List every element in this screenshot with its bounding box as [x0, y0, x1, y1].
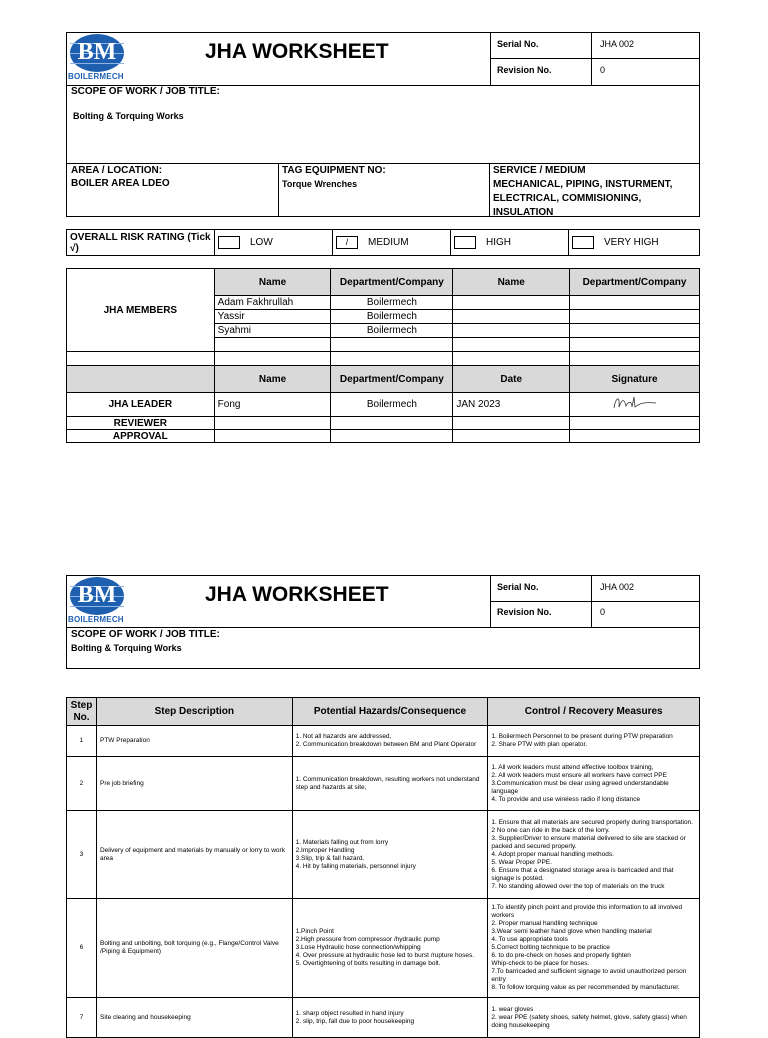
signature-image: [610, 393, 660, 413]
step-no: 2: [67, 757, 97, 811]
table-row: [67, 352, 700, 366]
risk-option-medium[interactable]: / MEDIUM: [333, 230, 451, 256]
leader-label: JHA LEADER: [67, 393, 215, 417]
step-no: 7: [67, 998, 97, 1038]
member-dept: Boilermech: [331, 310, 453, 324]
boilermech-logo: [68, 34, 128, 82]
member-name: Adam Fakhrullah: [214, 296, 331, 310]
member-dept: Boilermech: [331, 296, 453, 310]
checkbox-medium[interactable]: /: [336, 236, 358, 249]
leader-header-name: Name: [214, 366, 331, 393]
step-hazards: 1. Communication breakdown, resulting workers not understand step and hazards at site,: [292, 757, 488, 811]
logo-wordmark: BOILERMECH: [68, 615, 124, 624]
reviewer-label: REVIEWER: [67, 417, 215, 430]
header-department: Department/Company: [331, 269, 453, 296]
checkbox-high[interactable]: [454, 236, 476, 249]
header-step-description: Step Description: [96, 698, 292, 726]
step-controls: 1.To identify pinch point and provide this information to all involved workers 2. Proper manual handling technique 3.Wear semi leather hand glove when handling material 4. To use appropriate tools 5.Correct bolting technique to be practice 6. to do pre-check on hoses and properly tighten Whip-check to be place for hoses. 7.To barricaded and sufficient signage to avoid unauthorized person entry 8. To follow torquing value as per recommended by manufacturer.: [488, 899, 700, 998]
table-row: [67, 899, 700, 998]
step-no: 1: [67, 726, 97, 757]
header-department-2: Department/Company: [570, 269, 700, 296]
revision-value: 0: [600, 607, 606, 617]
header-name-2: Name: [453, 269, 570, 296]
header-step-no: Step No.: [67, 698, 97, 726]
logo-wordmark: BOILERMECH: [68, 72, 124, 81]
leader-header-signature: Signature: [570, 366, 700, 393]
step-controls: 1. Boilermech Personnel to be present during PTW preparation 2. Share PTW with plan operator.: [488, 726, 700, 757]
step-hazards: 1. Not all hazards are addressed, 2. Communication breakdown between BM and Plant Operator: [292, 726, 488, 757]
scope-value: Bolting & Torquing Works: [73, 111, 184, 121]
step-hazards: 1. sharp object resulted in hand injury 2. slip, trip, fall due to poor housekeeping: [292, 998, 488, 1038]
revision-label: Revision No.: [497, 607, 552, 617]
step-desc: Site clearing and housekeeping: [96, 998, 292, 1038]
leader-date: JAN 2023: [453, 393, 570, 417]
page-title: JHA WORKSHEET: [205, 40, 389, 63]
member-name: Syahmi: [214, 324, 331, 338]
step-desc: Pre job briefing: [96, 757, 292, 811]
step-hazards: 1. Materials falling out from lorry 2.Improper Handling 3.Slip, trip & fall hazard. 4. Hit by falling materials, personnel injury: [292, 811, 488, 899]
step-controls: 1. All work leaders must attend effective toolbox training, 2. All work leaders must ensure all workers have correct PPE 3.Communication must be clear using agreed understandable language 4. To provide and use wireless radio if long distance: [488, 757, 700, 811]
step-controls: 1. Ensure that all materials are secured properly during transportation. 2 No one can ride in the back of the lorry. 3. Supplier/Driver to ensure material delivered to site are stacked or packed and secured properly. 4. Adopt proper manual handling methods. 5. Wear Proper PPE. 6. Ensure that a designated storage area is barricaded and that signage is posted. 7. No standing allowed over the top of materials on the truck: [488, 811, 700, 899]
service-label: SERVICE / MEDIUM: [493, 165, 586, 176]
member-dept: Boilermech: [331, 324, 453, 338]
serial-revision-block-2: [490, 575, 700, 628]
revision-value: 0: [600, 65, 606, 75]
leader-dept: Boilermech: [331, 393, 453, 417]
leader-header-department: Department/Company: [331, 366, 453, 393]
scope-label-2: SCOPE OF WORK / JOB TITLE:: [71, 629, 220, 640]
table-row: [67, 998, 700, 1038]
step-no: 3: [67, 811, 97, 899]
approval-label: APPROVAL: [67, 430, 215, 443]
risk-option-low[interactable]: LOW: [215, 230, 333, 256]
tag-value: Torque Wrenches: [282, 179, 358, 189]
service-value: MECHANICAL, PIPING, INSTURMENT, ELECTRICAL, COMMISIONING, INSULATION: [493, 179, 673, 218]
revision-label: Revision No.: [497, 65, 552, 75]
risk-label: OVERALL RISK RATING (Tick √): [67, 230, 215, 256]
serial-label: Serial No.: [497, 39, 539, 49]
leader-name: Fong: [214, 393, 331, 417]
serial-value: JHA 002: [600, 582, 635, 592]
table-row: [67, 726, 700, 757]
table-row: [67, 811, 700, 899]
leader-header-date: Date: [453, 366, 570, 393]
step-controls: 1. wear gloves 2. wear PPE (safety shoes, safety helmet, glove, safety glass) when doing housekeeping: [488, 998, 700, 1038]
step-desc: Delivery of equipment and materials by manually or lorry to work area: [96, 811, 292, 899]
checkbox-very-high[interactable]: [572, 236, 594, 249]
risk-rating-table: [66, 229, 700, 256]
header-hazards: Potential Hazards/Consequence: [292, 698, 488, 726]
step-no: 6: [67, 899, 97, 998]
table-row: [67, 757, 700, 811]
jha-members-label: JHA MEMBERS: [67, 269, 215, 352]
header-name: Name: [214, 269, 331, 296]
scope-value-2: Bolting & Torquing Works: [71, 643, 182, 653]
serial-revision-block: [490, 32, 700, 86]
step-hazards: 1.Pinch Point 2.High pressure from compressor /hydraulic pump 3.Lose Hydraulic hose connection/whipping 4. Over pressure at hydraulic hose led to burst /rupture hoses. 5. Overtightening of bolts resulting in damage bolt.: [292, 899, 488, 998]
tag-label: TAG EQUIPMENT NO:: [282, 165, 386, 176]
signature-cell: [570, 393, 700, 417]
area-value: BOILER AREA LDEO: [71, 178, 170, 189]
step-desc: PTW Preparation: [96, 726, 292, 757]
scope-label: SCOPE OF WORK / JOB TITLE:: [71, 86, 220, 97]
risk-option-very-high[interactable]: VERY HIGH: [569, 230, 700, 256]
header-controls: Control / Recovery Measures: [488, 698, 700, 726]
risk-option-high[interactable]: HIGH: [451, 230, 569, 256]
serial-label: Serial No.: [497, 582, 539, 592]
checkbox-low[interactable]: [218, 236, 240, 249]
member-name: Yassir: [214, 310, 331, 324]
logo-initials: BM: [77, 39, 117, 65]
steps-table: [66, 697, 700, 1038]
step-desc: Bolting and unbolting, bolt torquing (e.g., Flange/Control Valve /Piping & Equipment): [96, 899, 292, 998]
jha-members-table: [66, 268, 700, 443]
boilermech-logo-2: [68, 577, 128, 625]
area-label: AREA / LOCATION:: [71, 165, 163, 176]
serial-value: JHA 002: [600, 39, 635, 49]
page-title-2: JHA WORKSHEET: [205, 583, 389, 606]
logo-initials: BM: [77, 582, 117, 608]
